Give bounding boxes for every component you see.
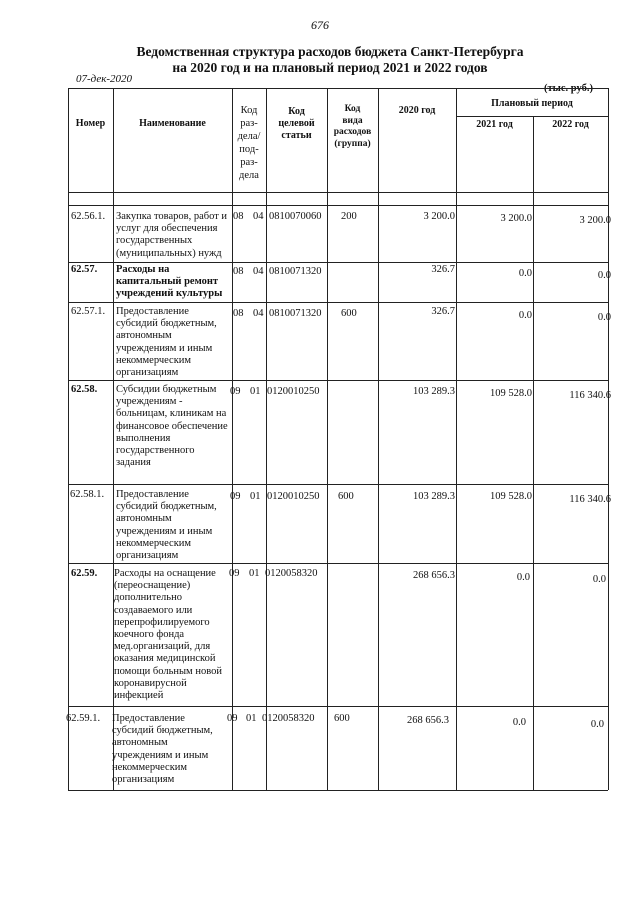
row-section: 08: [233, 308, 244, 319]
header-section: [232, 104, 266, 182]
header-target: [266, 106, 327, 142]
header-2020: 2020 год: [398, 105, 436, 116]
col-border: [232, 88, 233, 790]
col-border: [378, 88, 379, 790]
header-section-line: Код: [240, 105, 258, 116]
row-divider: [68, 302, 608, 303]
row-value-2021: 0.0: [518, 268, 532, 279]
row-value-2021: 0.0: [516, 572, 530, 583]
col-border: [266, 88, 267, 790]
row-value-2022: 116 340.6: [569, 390, 611, 401]
header-section-line: дела/: [237, 131, 261, 142]
col-border: [533, 116, 534, 790]
header-2022: 2022 год: [552, 119, 589, 130]
row-target: 0810071320: [269, 308, 322, 319]
row-value-2020: 326.7: [431, 264, 455, 275]
row-value-2021: 3 200.0: [500, 213, 532, 224]
row-subsection: 01: [249, 568, 260, 579]
row-value-2020: 268 656.3: [407, 715, 449, 726]
row-name: Расходы на капитальный ремонт учреждений культуры: [116, 264, 223, 300]
col-border: [456, 88, 457, 790]
row-type: 600: [338, 491, 354, 502]
row-section: 09: [230, 386, 241, 397]
row-subsection: 04: [253, 266, 264, 277]
row-section: 09: [229, 568, 240, 579]
col-border: [608, 88, 609, 790]
planned-header-underline: [456, 116, 608, 117]
row-divider: [68, 205, 608, 206]
row-target: 0120010250: [267, 386, 320, 397]
row-value-2022: 116 340.6: [569, 494, 611, 505]
row-name: Предоставление субсидий бюджетным, автономным учреждениям и иным некоммерческим организациям: [116, 489, 217, 562]
row-value-2020: 103 289.3: [413, 491, 455, 502]
row-value-2022: 0.0: [597, 270, 611, 281]
header-planned-period: Плановый период: [491, 98, 573, 109]
row-value-2022: 3 200.0: [579, 215, 611, 226]
page-number: 676: [311, 18, 329, 32]
header-type-line: (группа): [334, 138, 371, 149]
row-name: Субсидии бюджетным учреждениям - больницам, клиникам на финансовое обеспечение выполнения государственного задания: [116, 384, 228, 469]
table-top-border: [68, 88, 608, 89]
row-subsection: 04: [253, 211, 264, 222]
row-name: Предоставление субсидий бюджетным, автономным учреждениям и иным некоммерческим организациям: [116, 306, 217, 379]
header-type: [327, 104, 378, 150]
row-divider: [68, 563, 608, 564]
row-number: 62.59.: [71, 568, 98, 579]
header-type-line: вида: [342, 115, 363, 126]
header-number: Номер: [75, 118, 106, 129]
row-divider: [68, 706, 608, 707]
col-border: [68, 88, 69, 790]
header-target-line: целевой: [278, 118, 315, 129]
row-divider: [68, 484, 608, 485]
header-target-line: Код: [288, 106, 305, 117]
row-value-2022: 0.0: [592, 574, 606, 585]
row-target: 0120058320: [265, 568, 318, 579]
row-subsection: 01: [246, 713, 257, 724]
header-name: Наименование: [139, 118, 206, 129]
table-bottom-border: [68, 790, 608, 791]
header-target-line: статьи: [281, 130, 312, 141]
header-section-line: раз-: [240, 118, 258, 129]
row-type: 200: [341, 211, 357, 222]
row-section: 08: [233, 266, 244, 277]
row-target: 0810071320: [269, 266, 322, 277]
header-bottom-border: [68, 192, 608, 193]
row-target: 0120058320: [262, 713, 315, 724]
row-number: 62.57.1.: [71, 306, 106, 317]
row-target: 0810070060: [269, 211, 322, 222]
title-line-2: на 2020 год и на плановый период 2021 и 2022 годов: [172, 60, 488, 75]
header-section-line: раз-: [240, 157, 258, 168]
row-subsection: 04: [253, 308, 264, 319]
row-value-2022: 0.0: [590, 719, 604, 730]
row-value-2020: 3 200.0: [423, 211, 455, 222]
row-value-2020: 103 289.3: [413, 386, 455, 397]
row-number: 62.59.1.: [66, 713, 101, 724]
row-number: 62.56.1.: [71, 211, 106, 222]
header-type-line: расходов: [333, 127, 372, 137]
title-line-1: Ведомственная структура расходов бюджета Санкт-Петербурга: [136, 44, 524, 59]
row-type: 600: [334, 713, 350, 724]
row-subsection: 01: [250, 491, 261, 502]
row-name: Расходы на оснащение (переоснащение) дополнительно создаваемого или перепрофилируемого коечного фонда мед.организаций, для оказания медицинской помощи больным новой коронавирусной инфекцией: [114, 568, 222, 702]
row-section: 09: [230, 491, 241, 502]
row-value-2021: 0.0: [512, 717, 526, 728]
col-border: [327, 88, 328, 790]
row-number: 62.57.: [71, 264, 98, 275]
row-value-2021: 0.0: [518, 310, 532, 321]
row-section: 09: [227, 713, 238, 724]
document-date: 07-дек-2020: [76, 73, 133, 85]
row-section: 08: [233, 211, 244, 222]
row-number: 62.58.1.: [70, 489, 105, 500]
row-name: Предоставление субсидий бюджетным, автономным учреждениям и иным некоммерческим организациям: [112, 713, 213, 786]
header-2021: 2021 год: [476, 119, 513, 130]
row-value-2022: 0.0: [597, 312, 611, 323]
row-value-2020: 268 656.3: [413, 570, 455, 581]
row-value-2020: 326.7: [431, 306, 455, 317]
row-divider: [68, 262, 608, 263]
row-name: Закупка товаров, работ и услуг для обеспечения государственных (муниципальных) нужд: [116, 211, 228, 259]
header-section-line: под-: [239, 144, 259, 155]
row-number: 62.58.: [71, 384, 98, 395]
row-value-2021: 109 528.0: [490, 388, 532, 399]
header-type-line: Код: [344, 104, 361, 114]
document-title: [110, 44, 550, 76]
row-target: 0120010250: [267, 491, 320, 502]
row-type: 600: [341, 308, 357, 319]
row-value-2021: 109 528.0: [490, 491, 532, 502]
row-subsection: 01: [250, 386, 261, 397]
row-divider: [68, 380, 608, 381]
header-section-line: дела: [239, 170, 259, 181]
